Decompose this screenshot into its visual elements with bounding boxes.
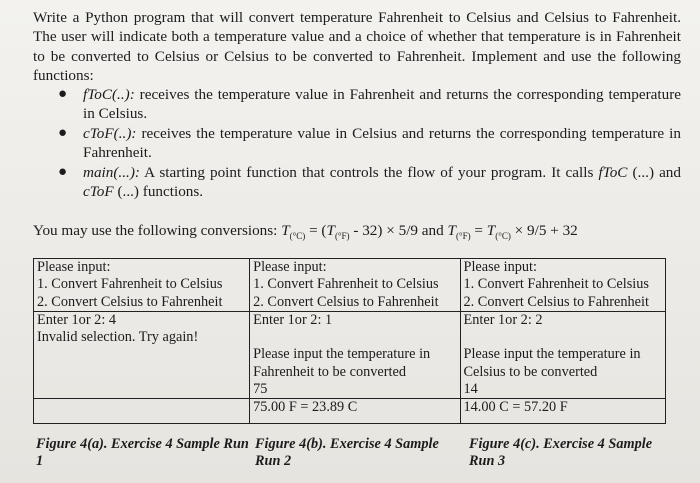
menu-cell: Please input: 1. Convert Fahrenheit to Celsius 2. Convert Celsius to Fahrenheit (34, 259, 250, 312)
table-row (34, 399, 666, 424)
function-desc: (...) functions. (113, 183, 204, 201)
function-item-ctof (33, 124, 681, 163)
result-cell: 75.00 F = 23.89 C (250, 399, 460, 424)
bullet-icon: ● (58, 86, 68, 102)
entry-text: Enter 1or 2: 2 (463, 312, 543, 328)
menu-cell: Please input: 1. Convert Fahrenheit to Celsius 2. Convert Celsius to Fahrenheit (460, 259, 666, 312)
result-cell: 14.00 C = 57.20 F (460, 399, 666, 424)
temp-symbol: T (281, 222, 290, 239)
entry-text: Enter 1or 2: 4 Invalid selection. Try again! (37, 312, 199, 346)
figure-caption-a: Figure 4(a). Exercise 4 Sample Run 1 (36, 436, 249, 469)
formula-text: - 32) × 5/9 and (349, 222, 448, 239)
entry-cell (460, 312, 666, 399)
conversion-prefix: You may use the following conversions: (33, 222, 282, 239)
temp-symbol: T (486, 222, 496, 239)
function-ref: cToF (83, 183, 114, 201)
unit-subscript: (°C) (495, 231, 511, 242)
function-desc: (...) and (627, 163, 681, 181)
temp-symbol: T (447, 222, 456, 239)
bullet-icon: ● (58, 124, 68, 141)
entry-text: Enter 1or 2: 1 (253, 312, 333, 328)
function-desc: A starting point function that controls the flow of your program. It calls (139, 163, 599, 181)
entry-cell (34, 312, 250, 399)
figure-caption-c: Figure 4(c). Exercise 4 Sample Run 3 (469, 436, 653, 469)
table-row (34, 259, 666, 312)
prompt-text: Please input the temperature in Fahrenheit to be converted 75 (253, 346, 431, 397)
cell-spacer (464, 329, 663, 346)
function-name: main(...): (83, 163, 140, 181)
unit-subscript: (°F) (334, 231, 350, 242)
menu-cell: Please input: 1. Convert Fahrenheit to Celsius 2. Convert Celsius to Fahrenheit (250, 259, 460, 312)
unit-subscript: (°C) (289, 231, 306, 242)
assignment-intro: Write a Python program that will convert temperature Fahrenheit to Celsius and Celsius to Fahrenheit. The user will indicate both a temperature value and a choice of whether that temperature is in Fahrenheit to be converted to Celsius or Celsius to be converted to Fahrenheit. Implement and use the following functions: (33, 9, 681, 85)
conversion-formulas (33, 221, 681, 246)
bullet-icon: ● (58, 163, 68, 180)
result-cell (34, 399, 250, 424)
cell-spacer (253, 329, 456, 346)
function-desc: receives the temperature value in Fahrenheit and returns the corresponding temperature in Celsius. (83, 86, 681, 123)
formula-text: = (470, 222, 487, 239)
entry-cell (250, 312, 460, 399)
function-name: cToF(..): (83, 124, 137, 142)
function-ref: fToC (598, 163, 628, 181)
formula-text: × 9/5 + 32 (510, 222, 578, 239)
function-item-ftoc (33, 85, 681, 124)
function-item-main (33, 163, 681, 202)
figure-caption-b: Figure 4(b). Exercise 4 Sample Run 2 (255, 436, 439, 469)
table-row (34, 312, 666, 399)
unit-subscript: (°F) (456, 231, 471, 242)
cell-spacer (37, 347, 246, 364)
sample-runs-table (33, 258, 666, 424)
formula-text: = ( (305, 222, 327, 239)
function-list (33, 85, 681, 201)
temp-symbol: T (326, 222, 335, 239)
prompt-text: Please input the temperature in Celsius to be converted 14 (463, 346, 641, 397)
function-name: fToC(..): (83, 86, 135, 103)
function-desc: receives the temperature value in Celsius and returns the corresponding temperature in Fahrenheit. (83, 124, 681, 162)
